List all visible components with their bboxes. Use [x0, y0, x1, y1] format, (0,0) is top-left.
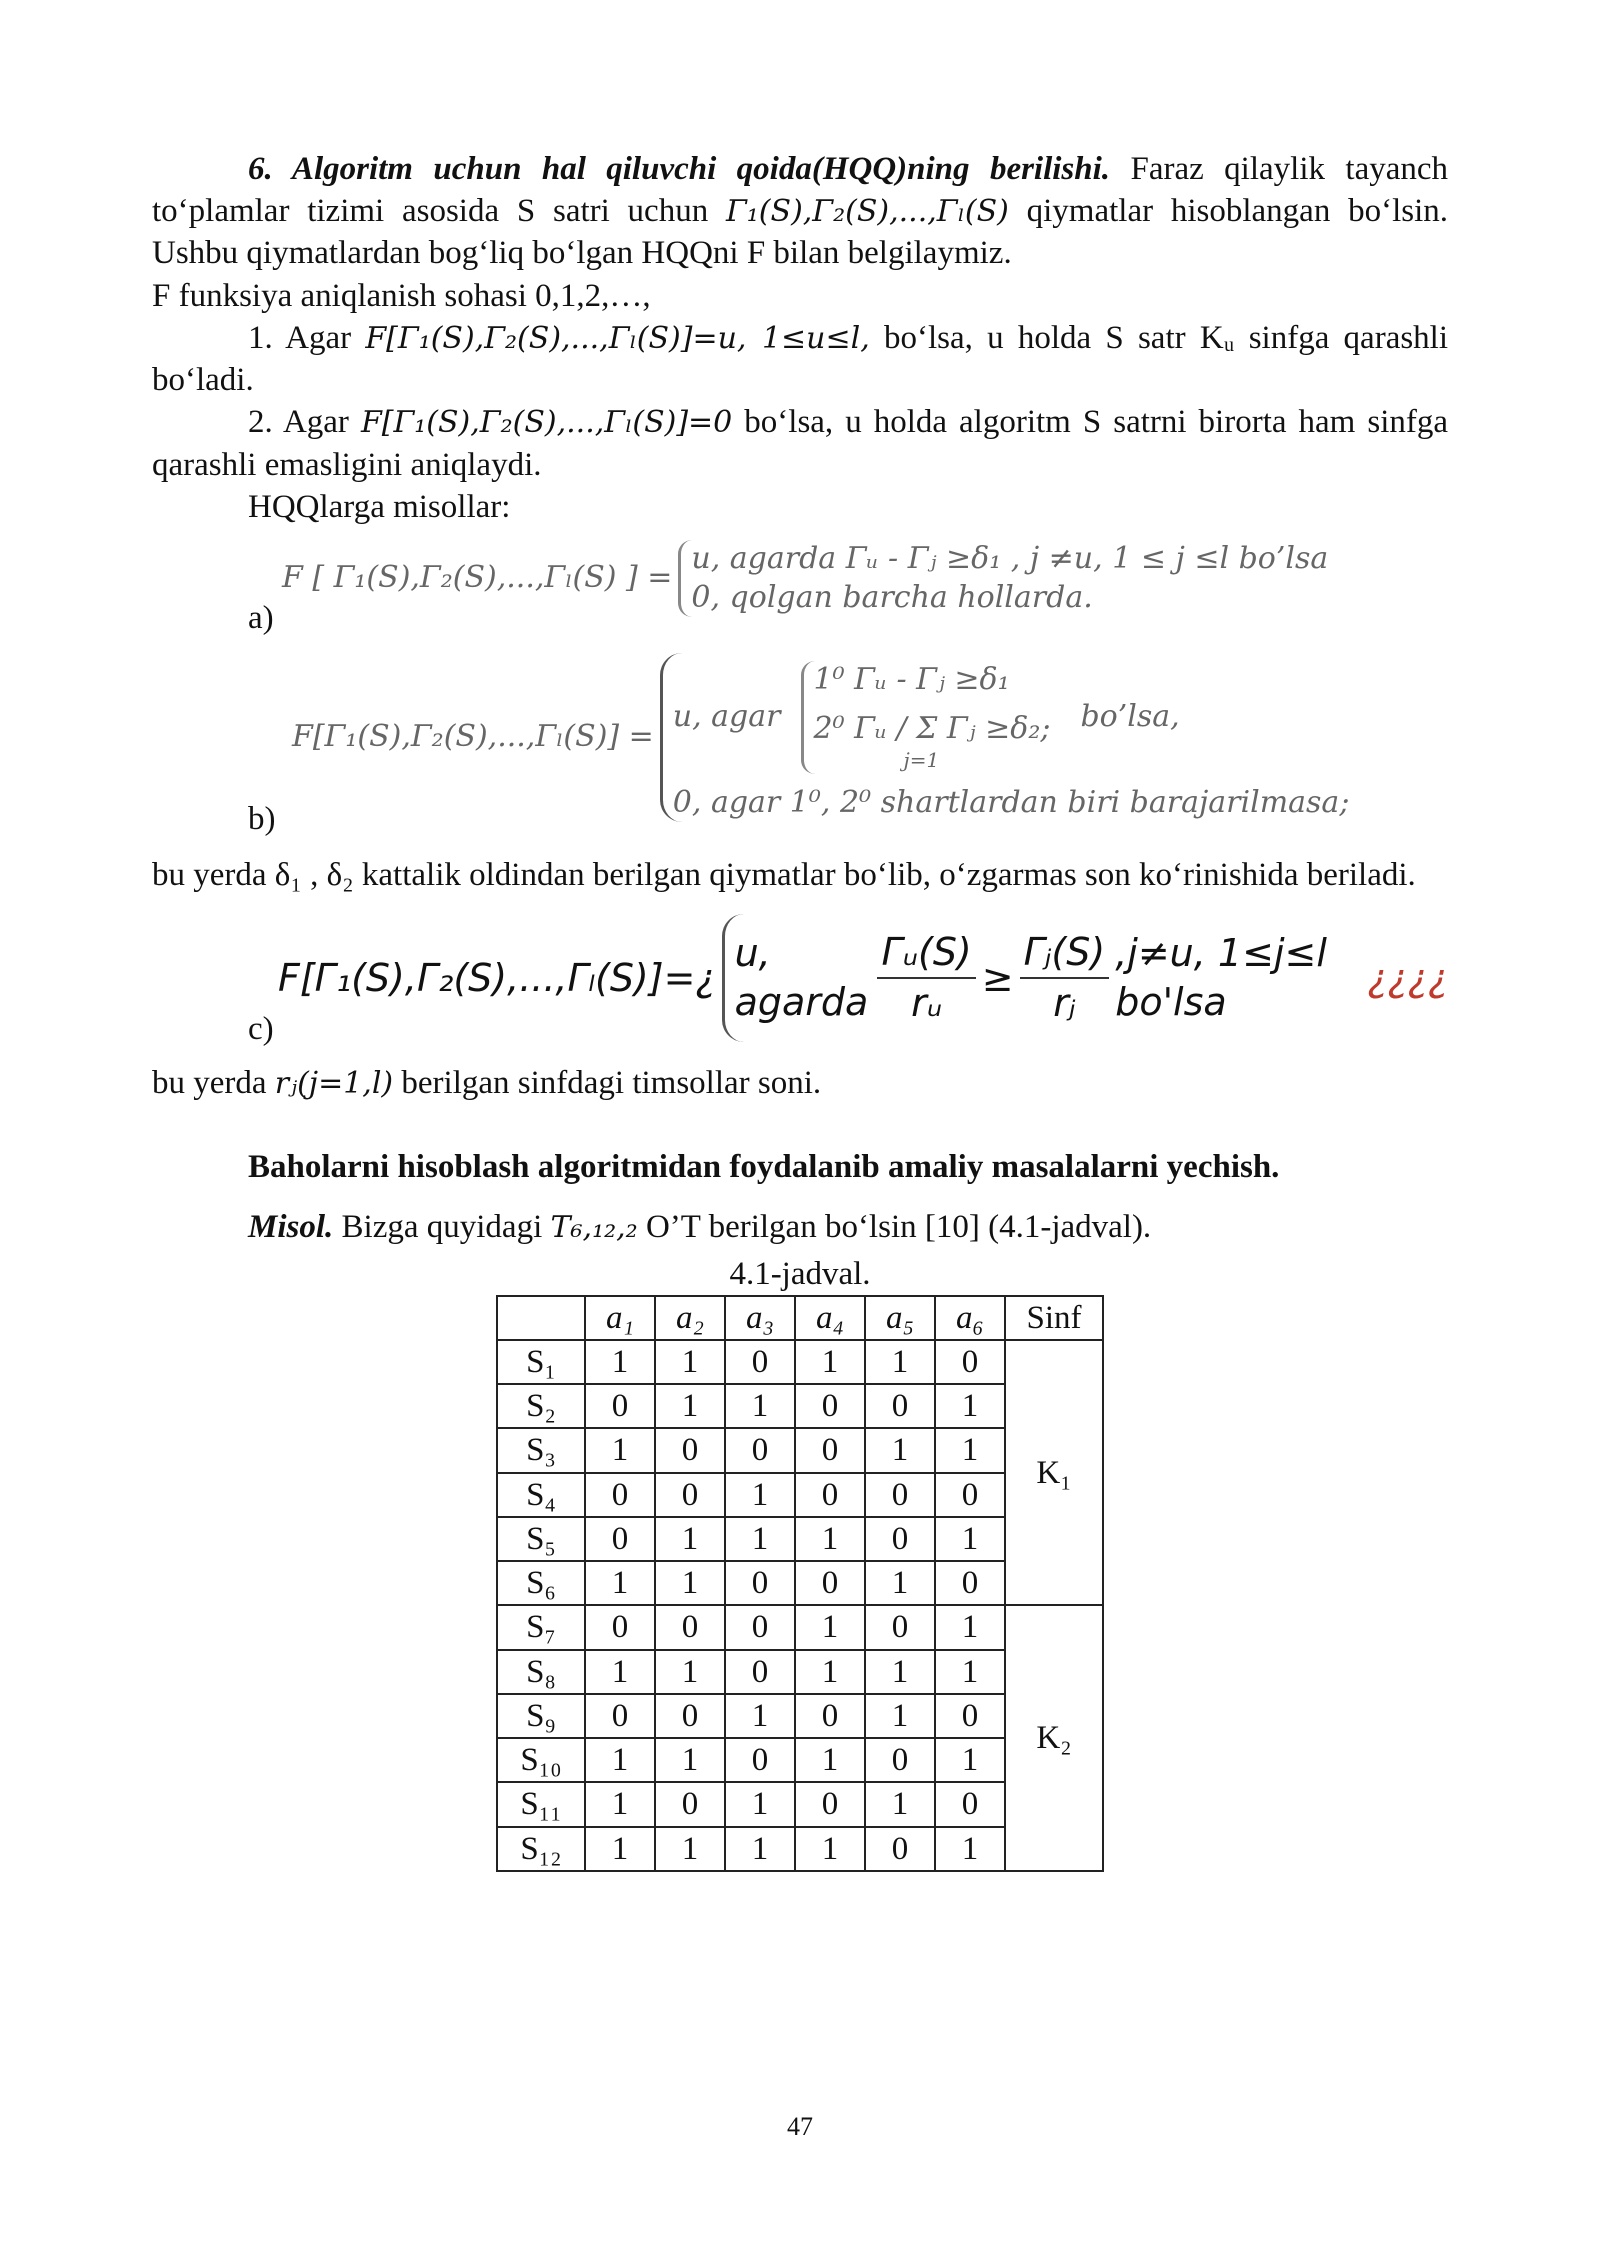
table-cell: 1 [655, 1340, 725, 1384]
example-c-fraction-2 [1020, 928, 1110, 1027]
table-body [497, 1340, 1103, 1871]
example-a-lhs: F [ Γ₁(S),Γ₂(S),...,Γₗ(S) ] = [282, 560, 673, 596]
row-label: S₁₂ [497, 1827, 585, 1871]
table-cell: 0 [585, 1384, 655, 1428]
table-cell: 1 [725, 1694, 795, 1738]
table-cell: 1 [865, 1340, 935, 1384]
example-b-case-1-head: u, agar [672, 699, 781, 735]
table-cell: 1 [795, 1605, 865, 1649]
table-cell: 0 [725, 1561, 795, 1605]
rule-2-formula: F[Γ₁(S),Γ₂(S),...,Γₗ(S)]=0 [360, 405, 733, 441]
misol-text-2: O’T berilgan bo‘lsin [10] (4.1-jadval). [645, 1209, 1152, 1246]
table-cell: 1 [865, 1694, 935, 1738]
row-label: S₆ [497, 1561, 585, 1605]
table-header-attr: a₂ [655, 1296, 725, 1340]
row-label: S₁ [497, 1340, 585, 1384]
example-b-cases [660, 653, 1350, 822]
table-cell: 1 [725, 1384, 795, 1428]
example-b-lhs: F[Γ₁(S),Γ₂(S),...,Γₗ(S)] = [292, 719, 654, 755]
example-c-num-1: Γᵤ(S) [877, 928, 975, 979]
example-a-case-1: u, agarda Γᵤ - Γⱼ ≥δ₁ , j ≠u, 1 ≤ j ≤l bo’lsa [691, 541, 1329, 577]
table-cell: 0 [655, 1782, 725, 1826]
table-cell: 1 [725, 1517, 795, 1561]
rule-1 [152, 317, 1448, 401]
example-c-den-1: rᵤ [911, 980, 943, 1025]
note-delta: bu yerda δ₁ , δ₂ kattalik oldindan berilgan qiymatlar bo‘lib, o‘zgarmas son ko‘rinishida beriladi. [152, 857, 1416, 894]
table-cell: 0 [725, 1738, 795, 1782]
table-cell: 1 [725, 1827, 795, 1871]
heading-2: Baholarni hisoblash algoritmidan foydalanib amaliy masalalarni yechish. [248, 1149, 1280, 1186]
section-intro [152, 148, 1448, 275]
row-label: S₂ [497, 1384, 585, 1428]
example-c-den-2: rⱼ [1053, 980, 1076, 1025]
table-cell: 1 [865, 1650, 935, 1694]
example-a-label: a) [248, 599, 274, 636]
note-r [152, 1062, 1448, 1104]
note-r-text: berilgan sinfdagi timsollar soni. [401, 1064, 822, 1101]
example-b-cond-2-sub: j=1 [903, 747, 940, 772]
example-c-fraction-1 [877, 928, 975, 1027]
table-cell: 0 [795, 1384, 865, 1428]
table-cell: 1 [865, 1561, 935, 1605]
example-c [152, 914, 1448, 1049]
row-label: S₄ [497, 1473, 585, 1517]
row-label: S₅ [497, 1517, 585, 1561]
example-c-label: c) [248, 1010, 274, 1047]
table-cell: 1 [795, 1340, 865, 1384]
example-b-case-2: 0, agar 1⁰, 2⁰ shartlardan biri barajarilmasa; [672, 784, 1350, 820]
table-cell: 0 [865, 1738, 935, 1782]
misol-text-1: Bizga quyidagi [341, 1209, 543, 1246]
note-r-prefix: bu yerda [152, 1064, 267, 1101]
example-b [152, 653, 1448, 840]
example-a-case-2: 0, qolgan barcha hollarda. [691, 579, 1093, 615]
misol-label: Misol. [248, 1209, 334, 1246]
table-cell: 0 [655, 1694, 725, 1738]
example-c-case-1-head: u, agarda [734, 931, 869, 1024]
rule-1-formula: F[Γ₁(S),Γ₂(S),...,Γₗ(S)]=u, 1≤u≤l, [365, 320, 870, 356]
table-cell: 1 [655, 1738, 725, 1782]
table-cell: 0 [585, 1605, 655, 1649]
rule-1-text: bo‘lsa, u holda S satr Kᵤ sinfga qarashli bo‘ladi. [152, 319, 1449, 399]
row-label: S₈ [497, 1650, 585, 1694]
table-cell: 1 [585, 1340, 655, 1384]
table-cell: 1 [935, 1650, 1005, 1694]
row-label: S₁₀ [497, 1738, 585, 1782]
intro-text-3: F funksiya aniqlanish sohasi 0,1,2,…, [152, 277, 651, 314]
table-cell: 1 [585, 1827, 655, 1871]
table-cell: 0 [795, 1428, 865, 1472]
table-cell: 0 [795, 1782, 865, 1826]
table-cell: 1 [655, 1384, 725, 1428]
intro-text-2: qiymatlar hisoblangan bo‘lsin. Ushbu qiymatlardan bog‘liq bo‘lgan HQQni F bilan belgilaymiz. [152, 193, 1448, 272]
table-cell: 0 [935, 1473, 1005, 1517]
rule-2 [152, 401, 1448, 485]
class-cell: K₁ [1005, 1340, 1103, 1605]
row-label: S₉ [497, 1694, 585, 1738]
rule-2-text: bo‘lsa, u holda algoritm S satrni birorta ham sinfga qarashli emasligini aniqlaydi. [152, 404, 1448, 483]
table-cell: 1 [795, 1738, 865, 1782]
table-cell: 1 [655, 1561, 725, 1605]
data-table [496, 1295, 1104, 1872]
table-cell: 1 [585, 1561, 655, 1605]
example-b-cond-1: 1⁰ Γᵤ - Γⱼ ≥δ₁ [813, 662, 1010, 698]
table-cell: 0 [585, 1694, 655, 1738]
example-a [152, 540, 1448, 639]
table-cell: 1 [865, 1782, 935, 1826]
table-cell: 0 [935, 1694, 1005, 1738]
table-cell: 1 [655, 1517, 725, 1561]
table-cell: 0 [655, 1473, 725, 1517]
table-cell: 1 [655, 1827, 725, 1871]
rule-2-prefix: 2. Agar [248, 404, 349, 441]
table-row [497, 1340, 1103, 1384]
table-cell: 1 [935, 1605, 1005, 1649]
table-cell: 0 [795, 1561, 865, 1605]
table-header-sinf: Sinf [1005, 1296, 1103, 1340]
example-c-case-1-tail: ,j≠u, 1≤j≤l bo'lsa [1115, 931, 1327, 1024]
misol-formula: T₆,₁₂,₂ [550, 1210, 638, 1246]
example-c-cases [722, 914, 1448, 1041]
table-cell: 1 [935, 1384, 1005, 1428]
table-cell: 0 [865, 1473, 935, 1517]
table-cell: 1 [935, 1517, 1005, 1561]
example-b-conditions [801, 661, 1051, 773]
table-cell: 1 [935, 1738, 1005, 1782]
table-cell: 0 [865, 1605, 935, 1649]
table-header-attr: a₄ [795, 1296, 865, 1340]
table-header-attr: a₃ [725, 1296, 795, 1340]
row-label: S₁₁ [497, 1782, 585, 1826]
note-r-formula: rⱼ(j=1,l) [274, 1065, 394, 1101]
table-cell: 1 [725, 1782, 795, 1826]
example-b-label: b) [248, 800, 276, 837]
table-cell: 0 [725, 1650, 795, 1694]
example-b-case-1-tail: bo’lsa, [1080, 699, 1180, 735]
example-c-num-2: Γⱼ(S) [1020, 928, 1110, 979]
table-cell: 1 [585, 1782, 655, 1826]
table-cell: 1 [795, 1650, 865, 1694]
table-cell: 1 [935, 1428, 1005, 1472]
examples-label: HQQlarga misollar: [248, 488, 511, 525]
table-header-attr: a₆ [935, 1296, 1005, 1340]
table-cell: 0 [585, 1473, 655, 1517]
example-c-lhs: F[Γ₁(S),Γ₂(S),...,Γₗ(S)]=¿ [278, 955, 716, 1000]
table-cell: 0 [935, 1340, 1005, 1384]
example-a-cases [678, 540, 1328, 617]
misol-paragraph [152, 1206, 1448, 1248]
table-header-attr: a₅ [865, 1296, 935, 1340]
table-cell: 1 [655, 1650, 725, 1694]
table-cell: 0 [795, 1694, 865, 1738]
section-title: 6. Algoritm uchun hal qiluvchi qoida(HQQ)ning berilishi. [248, 151, 1111, 187]
row-label: S₃ [497, 1428, 585, 1472]
table-cell: 0 [725, 1340, 795, 1384]
table-cell: 1 [935, 1827, 1005, 1871]
page-content [152, 148, 1448, 1872]
table-cell: 0 [865, 1517, 935, 1561]
table-cell: 1 [585, 1650, 655, 1694]
page-number: 47 [787, 2112, 813, 2141]
table-header-row [497, 1296, 1103, 1340]
table-row [497, 1605, 1103, 1649]
table-cell: 0 [725, 1605, 795, 1649]
table-cell: 1 [725, 1473, 795, 1517]
table-cell: 1 [795, 1517, 865, 1561]
class-cell: K₂ [1005, 1605, 1103, 1870]
table-cell: 1 [865, 1428, 935, 1472]
table-cell: 0 [655, 1605, 725, 1649]
intro-formula: Γ₁(S),Γ₂(S),...,Γₗ(S) [725, 194, 1009, 230]
table-cell: 0 [795, 1473, 865, 1517]
table-header-attr: a₁ [585, 1296, 655, 1340]
example-c-geq: ≥ [981, 955, 1014, 1000]
table-cell: 0 [655, 1428, 725, 1472]
table-cell: 0 [585, 1517, 655, 1561]
table-cell: 1 [795, 1827, 865, 1871]
table-header-corner [497, 1296, 585, 1340]
table-cell: 0 [865, 1384, 935, 1428]
row-label: S₇ [497, 1605, 585, 1649]
table-cell: 1 [585, 1738, 655, 1782]
rule-1-prefix: 1. Agar [248, 319, 352, 356]
example-b-cond-2: 2⁰ Γᵤ / Σ Γⱼ ≥δ₂; [813, 710, 1051, 746]
intro-text-1: Faraz qilaylik tayanch to‘plamlar tizimi asosida S satri uchun [152, 151, 1449, 230]
table-caption: 4.1-jadval. [729, 1255, 871, 1292]
example-c-garbage: ¿¿¿¿ [1367, 955, 1448, 1000]
table-cell: 0 [935, 1782, 1005, 1826]
table-cell: 1 [585, 1428, 655, 1472]
table-cell: 0 [865, 1827, 935, 1871]
table-cell: 0 [725, 1428, 795, 1472]
table-cell: 0 [935, 1561, 1005, 1605]
